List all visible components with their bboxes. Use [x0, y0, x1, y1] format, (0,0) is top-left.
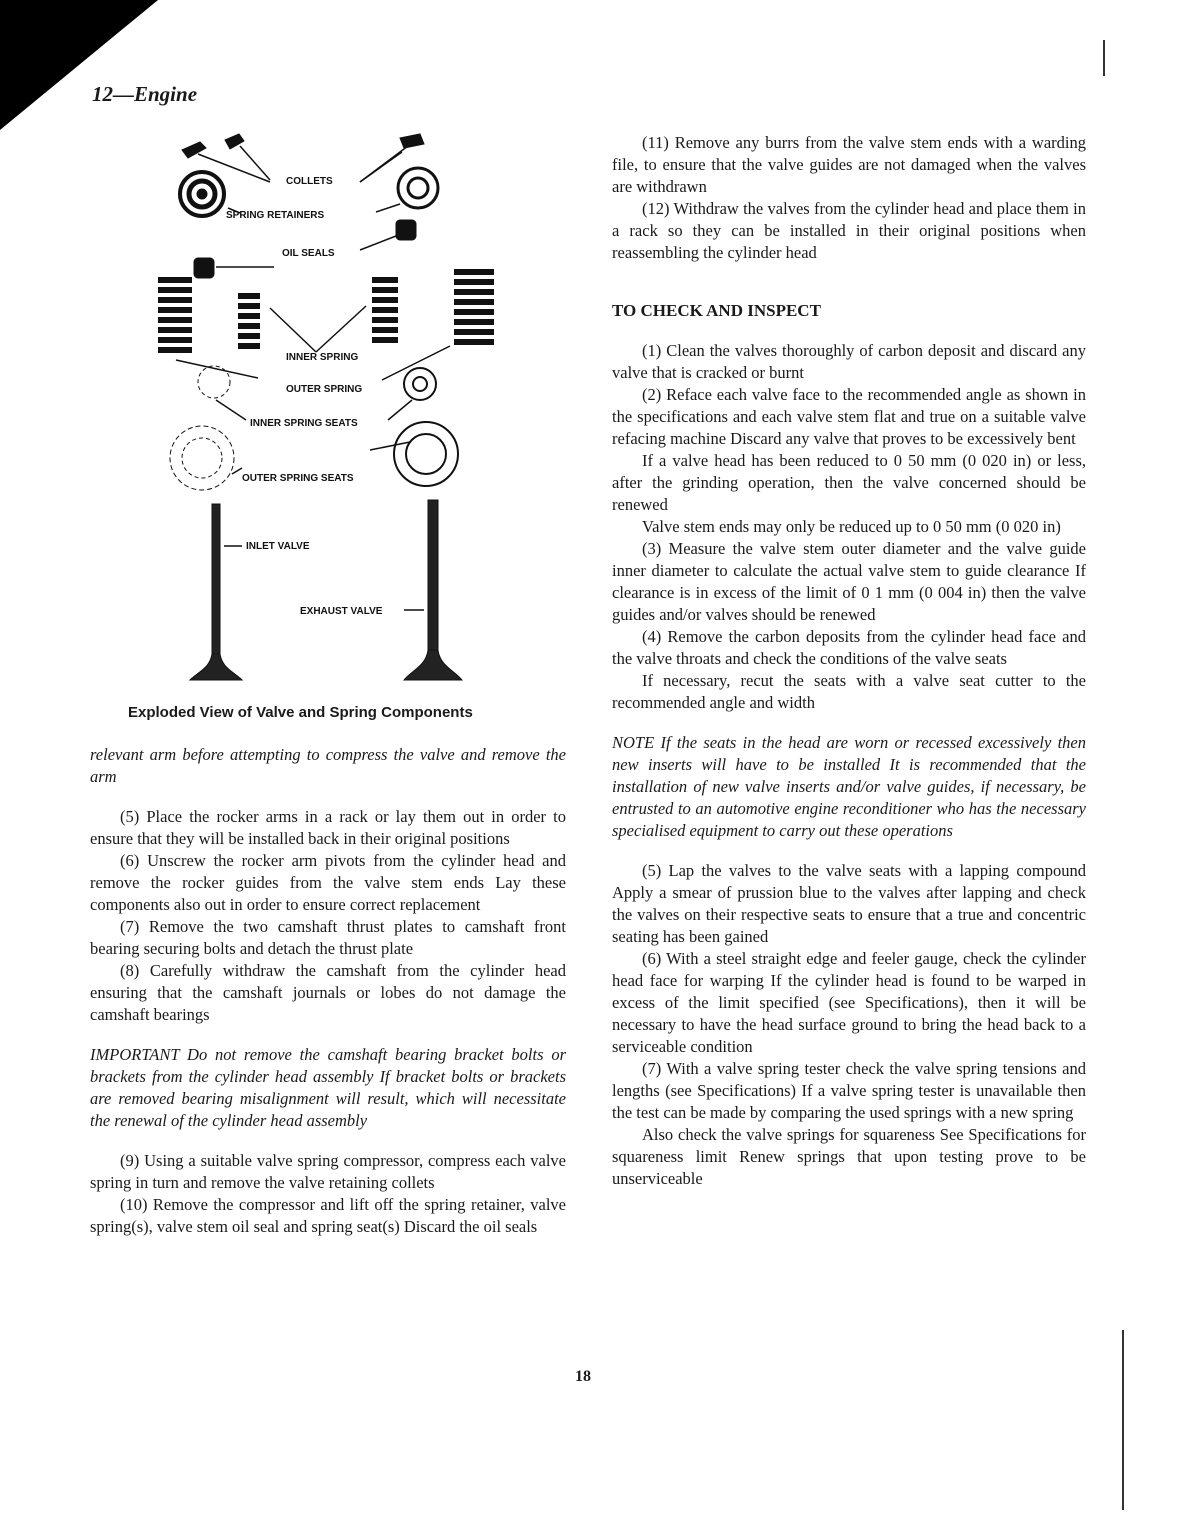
inlet-valve-illustration — [190, 504, 242, 680]
valve-springs-illustration — [158, 272, 494, 350]
paragraph: relevant arm before attempting to compress the valve and remove the arm — [90, 745, 566, 786]
inner-spring-label: INNER SPRING — [286, 352, 359, 363]
left-column — [90, 744, 566, 1238]
paragraph: (10) Remove the compressor and lift off the spring retainer, valve spring(s), valve stem oil seal and spring seat(s) Discard the oil seals — [90, 1195, 566, 1236]
outer-spring-label: OUTER SPRING — [286, 384, 363, 395]
oil-seals-label: OIL SEALS — [282, 248, 335, 259]
right-column — [612, 132, 1086, 1190]
margin-rule — [1103, 40, 1105, 76]
paragraph: (4) Remove the carbon deposits from the cylinder head face and the valve throats and check the conditions of the valve seats — [612, 627, 1086, 668]
inlet-valve-label: INLET VALVE — [246, 541, 310, 552]
paragraph: (2) Reface each valve face to the recommended angle as shown in the specifications and each valve stem flat and true on a suitable valve refacing machine Discard any valve that proves to be excessively bent — [612, 385, 1086, 448]
paragraph: (3) Measure the valve stem outer diameter and the valve guide inner diameter to calculate the actual valve stem to guide clearance If clearance is in excess of the limit of 0 1 mm (0 004 in) then the valve guides and/or valves should be renewed — [612, 539, 1086, 624]
exhaust-valve-illustration — [404, 500, 462, 680]
outer-spring-seats-label: OUTER SPRING SEATS — [242, 473, 354, 484]
paragraph: (6) With a steel straight edge and feeler gauge, check the cylinder head face for warping If the cylinder head is found to be warped in excess of the limit specified (see Specifications), then it will be necessary to have the head surface ground to bring the head back to a serviceable condition — [612, 949, 1086, 1056]
figure-caption: Exploded View of Valve and Spring Components — [128, 704, 473, 721]
inner-spring-seats-label: INNER SPRING SEATS — [250, 418, 358, 429]
paragraph: (8) Carefully withdraw the camshaft from the cylinder head ensuring that the camshaft journals or lobes do not damage the camshaft bearings — [90, 961, 566, 1024]
paragraph: If a valve head has been reduced to 0 50 mm (0 020 in) or less, after the grinding operation, then the valve concerned should be renewed — [612, 451, 1086, 514]
paragraph: (7) Remove the two camshaft thrust plates to camshaft front bearing securing bolts and detach the thrust plate — [90, 917, 566, 958]
paragraph: If necessary, recut the seats with a valve seat cutter to the recommended angle and width — [612, 671, 1086, 712]
paragraph: (1) Clean the valves thoroughly of carbon deposit and discard any valve that is cracked or burnt — [612, 341, 1086, 382]
margin-rule — [1122, 1330, 1124, 1510]
paragraph: Also check the valve springs for squareness See Specifications for squareness limit Renew springs that upon testing prove to be unserviceable — [612, 1125, 1086, 1188]
spring-leader-lines — [176, 306, 450, 380]
page-title: 12—Engine — [92, 82, 198, 106]
paragraph: (11) Remove any burrs from the valve stem ends with a warding file, to ensure that the valve guides are not damaged when the valves are withdrawn — [612, 133, 1086, 196]
note: NOTE If the seats in the head are worn or recessed excessively then new inserts will have to be installed It is recommended that the installation of new valve inserts and/or valve guides, if necessary, be entrusted to an automotive engine reconditioner who has the necessary specialised equipment to carry out these operations — [612, 733, 1086, 840]
paragraph: (12) Withdraw the valves from the cylinder head and place them in a rack so they can be installed in their original positions when reassembling the cylinder head — [612, 199, 1086, 262]
page-corner-mark — [0, 0, 158, 130]
important-note: IMPORTANT Do not remove the camshaft bearing bracket bolts or brackets from the cylinder head assembly If bracket bolts or brackets are removed bearing misalignment will result, which will necessitate the renewal of the cylinder head assembly — [90, 1045, 566, 1130]
paragraph: (9) Using a suitable valve spring compressor, compress each valve spring in turn and remove the valve retaining collets — [90, 1151, 566, 1192]
page-number: 18 — [575, 1368, 591, 1385]
collets-illustration — [182, 134, 424, 182]
section-heading: TO CHECK AND INSPECT — [612, 301, 821, 320]
paragraph: (5) Lap the valves to the valve seats with a lapping compound Apply a smear of prussion blue to the valves after lapping and check the valves on their respective seats to ensure that a true and concentric seating has been gained — [612, 861, 1086, 946]
exhaust-valve-label: EXHAUST VALVE — [300, 606, 383, 617]
paragraph: (6) Unscrew the rocker arm pivots from the cylinder head and remove the rocker guides from the valve stem ends Lay these components also out in order to ensure correct replacement — [90, 851, 566, 914]
paragraph: Valve stem ends may only be reduced up to 0 50 mm (0 020 in) — [642, 517, 1061, 536]
valve-components-diagram — [120, 120, 560, 690]
paragraph: (5) Place the rocker arms in a rack or lay them out in order to ensure that they will be installed back in their original positions — [90, 807, 566, 848]
collets-label: COLLETS — [286, 176, 333, 187]
spring-retainers-label: SPRING RETAINERS — [226, 210, 325, 221]
paragraph: (7) With a valve spring tester check the valve spring tensions and lengths (see Specifications) If a valve spring tester is unavailable then the test can be made by comparing the used springs with a new spring — [612, 1059, 1086, 1122]
